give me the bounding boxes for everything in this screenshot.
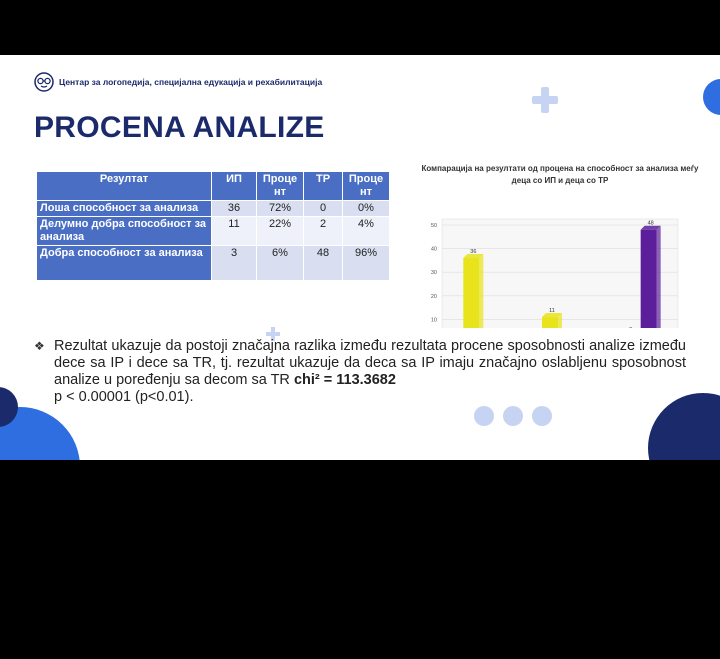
y-tick-label: 40 bbox=[430, 246, 437, 253]
bar bbox=[463, 258, 479, 328]
row-label: Делумно добра способност за анализа bbox=[37, 217, 212, 246]
dot-3 bbox=[532, 406, 552, 426]
org-name: Центар за логопедија, специјална едукација и рехабилитација bbox=[59, 77, 323, 87]
tr-count: 48 bbox=[304, 246, 343, 281]
ip-percent: 6% bbox=[257, 246, 304, 281]
plus-decoration bbox=[530, 85, 560, 115]
slide bbox=[0, 55, 720, 460]
data-label bbox=[629, 327, 632, 328]
table-row bbox=[37, 217, 390, 246]
conclusion-text-block bbox=[54, 338, 686, 406]
bar-side bbox=[479, 254, 483, 328]
row-label: Добра способност за анализа bbox=[37, 246, 212, 281]
page-title: PROCENA ANALIZE bbox=[34, 111, 325, 144]
conclusion-text: Rezultat ukazuje da postoji značajna razlika između rezultata procene sposobnosti analize između dece sa IP i dece sa TR, tj. rezultat ukazuje da deca sa IP imaju značajno oslabljenu sposobnost analize u poređenju sa decom sa TR bbox=[54, 338, 686, 388]
p-value: p < 0.00001 (p<0.01). bbox=[54, 389, 194, 405]
y-tick-label: 10 bbox=[430, 317, 437, 324]
tr-percent: 0% bbox=[343, 201, 390, 217]
chi-square-value: chi² = 113.3682 bbox=[293, 372, 396, 388]
table-row bbox=[37, 201, 390, 217]
ip-count: 11 bbox=[212, 217, 257, 246]
tr-count: 0 bbox=[304, 201, 343, 217]
header-cell-tr: ТР bbox=[304, 172, 343, 201]
tr-count: 2 bbox=[304, 217, 343, 246]
blue-circle-top-right bbox=[703, 79, 720, 115]
tr-percent: 96% bbox=[343, 246, 390, 281]
header-cell-result: Резултат bbox=[37, 172, 212, 201]
ip-count: 3 bbox=[212, 246, 257, 281]
bullet-diamond-icon: ❖ bbox=[34, 339, 45, 353]
bar bbox=[641, 230, 657, 328]
data-label: 11 bbox=[549, 308, 555, 315]
header-cell-ip: ИП bbox=[212, 172, 257, 201]
row-label: Лоша способност за анализа bbox=[37, 201, 212, 217]
ip-percent: 72% bbox=[257, 201, 304, 217]
chart-title: Компарација на резултати од процена на способност за анализа меѓу деца со ИП и деца со ТР bbox=[421, 164, 699, 185]
bar-side bbox=[657, 226, 661, 328]
ip-percent: 22% bbox=[257, 217, 304, 246]
header-cell-ip-percent: Проце нт bbox=[257, 172, 304, 201]
bar bbox=[542, 317, 558, 328]
dot-2 bbox=[503, 406, 523, 426]
results-table bbox=[36, 171, 390, 281]
tr-percent: 4% bbox=[343, 217, 390, 246]
dot-1 bbox=[474, 406, 494, 426]
y-tick-label: 20 bbox=[430, 293, 437, 300]
data-label: 36 bbox=[470, 249, 477, 256]
table-header-row bbox=[37, 172, 390, 201]
y-tick-label: 50 bbox=[430, 223, 437, 229]
data-label: 48 bbox=[647, 220, 654, 227]
chart-svg bbox=[420, 163, 700, 328]
table-row bbox=[37, 246, 390, 281]
header-logo-row bbox=[34, 72, 322, 92]
y-tick-label: 30 bbox=[430, 270, 437, 277]
comparison-chart bbox=[420, 163, 700, 328]
conclusion-paragraph bbox=[34, 338, 686, 406]
header-cell-tr-percent: Проце нт bbox=[343, 172, 390, 201]
ip-count: 36 bbox=[212, 201, 257, 217]
glasses-face-logo-icon bbox=[34, 72, 54, 92]
